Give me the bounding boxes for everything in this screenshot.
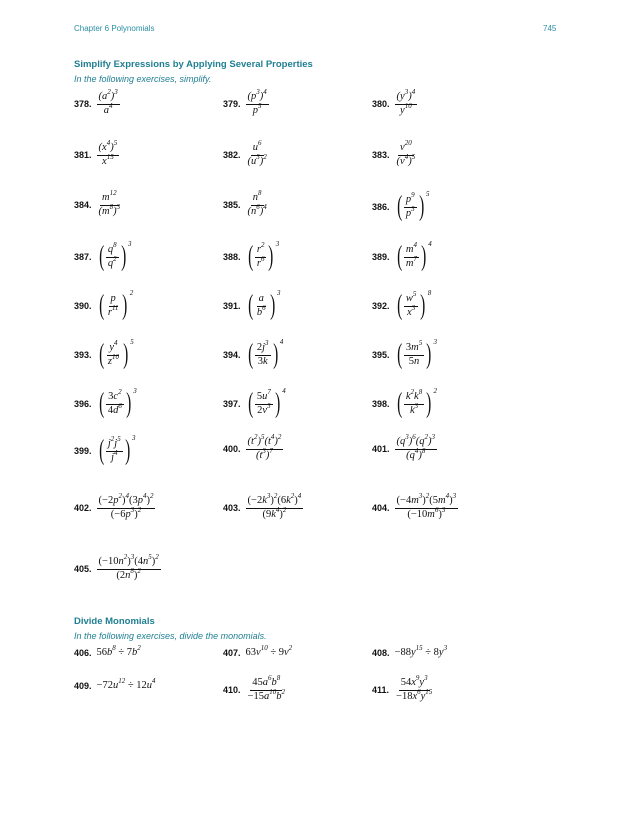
exercise-number: 380. [372,99,390,109]
exercise-391 [223,289,281,321]
math-expression: $56b^8 \div 7b^2$ [96,644,141,658]
math-expression: ( $\frac{y^4}{z^{10}}$ ) 5 [98,338,134,370]
exercise-number: 403. [223,503,241,513]
section-title: Simplify Expressions by Applying Several Properties [74,59,313,70]
exercise-396 [74,387,137,419]
page-number: 745 [543,24,557,33]
exercise-383 [372,139,417,167]
exercise-403 [223,492,303,520]
exercise-382 [223,139,269,167]
exercise-number: 382. [223,150,241,160]
exercise-394 [223,338,284,370]
exercise-389 [372,240,432,272]
math-expression: ( $\frac{r^2}{r^6}$ ) 3 [247,240,280,272]
exercise-number: 409. [74,681,92,692]
exercise-number: 384. [74,200,92,210]
math-expression: $\frac{45a^6b^8}{-15a^{10}b^2}$ [247,674,285,702]
exercise-number: 410. [223,685,241,695]
exercise-392 [372,289,432,321]
exercise-number: 401. [372,444,390,454]
exercise-number: 389. [372,252,390,262]
exercise-number: 381. [74,150,92,160]
exercise-402 [74,492,155,520]
exercise-381 [74,139,119,167]
math-expression: $\frac{(q^3)^6(q^2)^3}{(q^4)^8}$ [396,433,436,461]
exercise-number: 408. [372,648,390,659]
section-title: Divide Monomials [74,616,155,627]
exercise-411 [372,674,434,702]
math-expression: $\frac{54x^9y^3}{-18x^6y^{15}}$ [396,674,433,702]
exercise-401 [372,433,437,461]
math-expression: $\frac{(-10n^2)^3(4n^5)^2}{(2n^8)^2}$ [98,553,159,581]
math-expression: ( $\frac{m^4}{m^7}$ ) 4 [396,240,432,272]
exercise-number: 390. [74,301,92,311]
math-expression: ( $\frac{k^2k^8}{k^3}$ ) 2 [396,387,438,419]
exercise-number: 388. [223,252,241,262]
exercise-number: 378. [74,99,92,109]
exercise-number: 393. [74,350,92,360]
exercise-number: 395. [372,350,390,360]
math-expression: $-88y^{15} \div 8y^3$ [394,644,448,658]
exercise-408 [372,644,448,659]
math-expression: $\frac{(x^4)^5}{x^{15}}$ [98,139,118,167]
math-expression: ( $\frac{a}{b^6}$ ) 3 [247,289,281,321]
math-expression: $\frac{m^{12}}{(m^8)^3}$ [98,189,121,217]
math-expression: ( $\frac{j^2j^5}{j^4}$ ) 3 [98,434,136,466]
math-expression: $\frac{n^8}{(n^6)^4}$ [247,189,267,217]
math-expression: $\frac{(-2k^3)^2(6k^2)^4}{(9k^4)^2}$ [247,492,302,520]
math-expression: $\frac{(y^3)^4}{y^{10}}$ [396,88,416,116]
exercise-406 [74,644,141,659]
math-expression: ( $\frac{p}{r^{11}}$ ) 2 [98,289,134,321]
exercise-number: 404. [372,503,390,513]
chapter-title: Chapter 6 Polynomials [74,24,155,33]
exercise-number: 411. [372,685,390,695]
exercise-407 [223,644,293,659]
exercise-385 [223,189,269,217]
exercise-390 [74,289,134,321]
math-expression: $\frac{(t^2)^5(t^4)^2}{(t^3)^7}$ [247,433,282,461]
exercise-number: 385. [223,200,241,210]
section-instruction: In the following exercises, simplify. [74,74,212,84]
exercise-410 [223,674,287,702]
math-expression: ( $\frac{q^8}{q^2}$ ) 3 [98,240,132,272]
exercise-number: 407. [223,648,241,659]
exercise-380 [372,88,417,116]
exercise-number: 399. [74,446,92,456]
exercise-number: 406. [74,648,92,659]
math-expression: $63v^{10} \div 9v^2$ [245,644,293,658]
exercise-387 [74,240,132,272]
math-expression: $\frac{(-4m^3)^2(5m^4)^3}{(-10m^6)^3}$ [396,492,457,520]
math-expression: ( $\frac{p^9}{p^3}$ ) 5 [396,190,430,222]
exercise-404 [372,492,458,520]
math-expression: $\frac{(a^2)^3}{a^4}$ [98,88,118,116]
exercise-405 [74,553,161,581]
exercise-384 [74,189,122,217]
exercise-379 [223,88,269,116]
math-expression: $\frac{(-2p^2)^4(3p^4)^2}{(-6p^3)^2}$ [98,492,154,520]
exercise-399 [74,434,136,466]
exercise-393 [74,338,134,370]
exercise-number: 394. [223,350,241,360]
exercise-395 [372,338,438,370]
exercise-number: 379. [223,99,241,109]
exercise-number: 396. [74,399,92,409]
math-expression: ( $\frac{w^5}{x^3}$ ) 8 [396,289,432,321]
exercise-397 [223,387,286,419]
section-instruction: In the following exercises, divide the monomials. [74,631,267,641]
math-expression: ( $\frac{3m^5}{5n}$ ) 3 [396,338,438,370]
exercise-number: 392. [372,301,390,311]
exercise-number: 391. [223,301,241,311]
exercise-400 [223,433,283,461]
exercise-386 [372,190,430,222]
math-expression: ( $\frac{5u^7}{2v^3}$ ) 4 [247,387,286,419]
exercise-number: 398. [372,399,390,409]
exercise-398 [372,387,438,419]
exercise-number: 386. [372,202,390,212]
exercise-388 [223,240,280,272]
exercise-number: 402. [74,503,92,513]
exercise-number: 397. [223,399,241,409]
exercise-409 [74,677,156,692]
math-expression: $\frac{u^6}{(u^3)^2}$ [247,139,267,167]
math-expression: ( $\frac{3c^2}{4d^6}$ ) 3 [98,387,137,419]
exercise-number: 400. [223,444,241,454]
math-expression: $-72u^{12} \div 12u^4$ [96,677,156,691]
exercise-number: 383. [372,150,390,160]
exercise-378 [74,88,120,116]
exercise-number: 387. [74,252,92,262]
math-expression: $\frac{v^{20}}{(v^4)^5}$ [396,139,416,167]
exercise-number: 405. [74,564,92,574]
math-expression: ( $\frac{2j^3}{3k}$ ) 4 [247,338,284,370]
math-expression: $\frac{(p^3)^4}{p^5}$ [247,88,267,116]
